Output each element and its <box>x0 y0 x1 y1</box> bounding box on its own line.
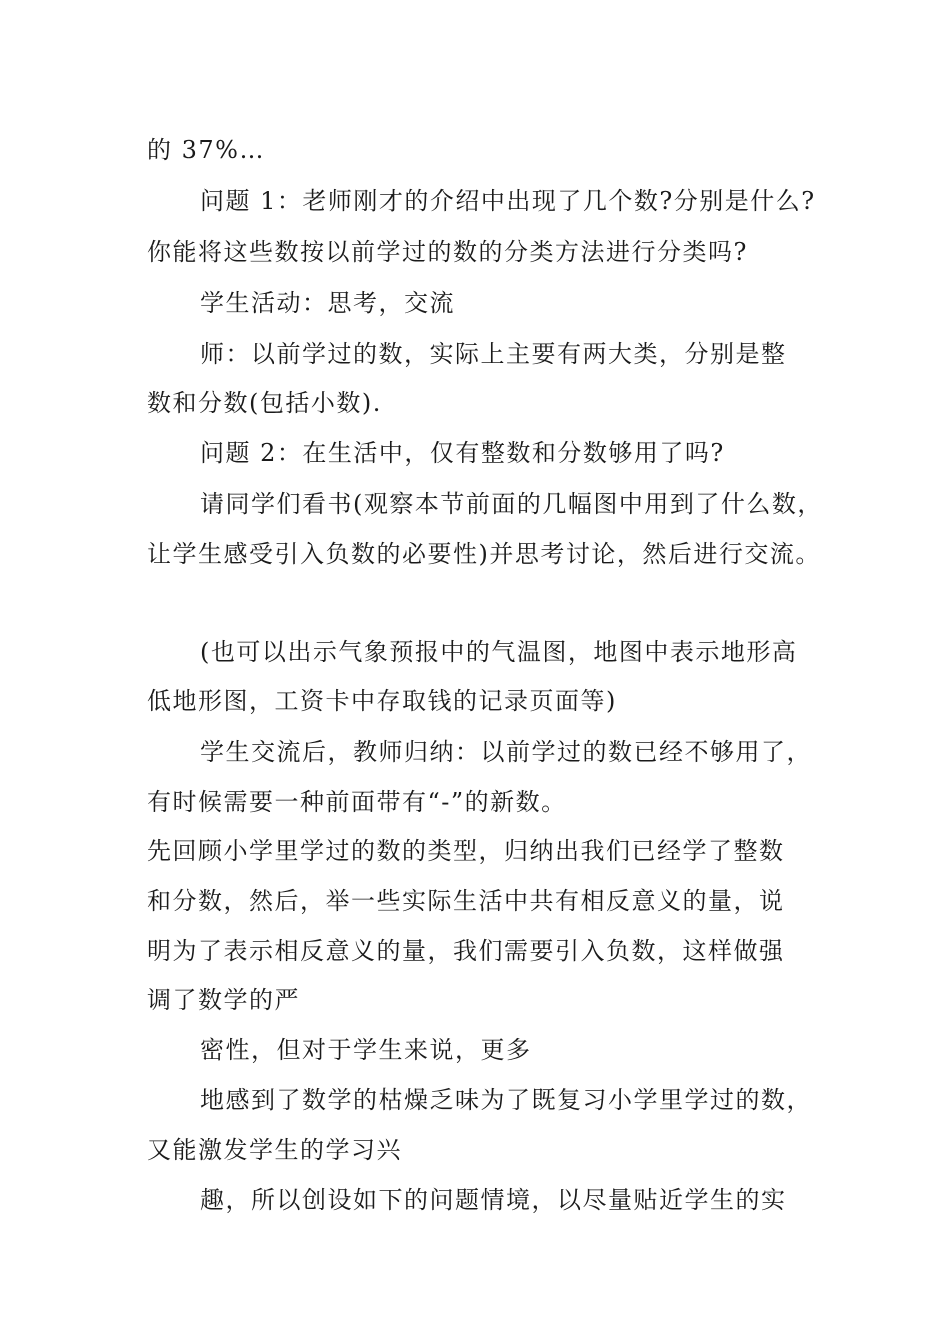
text-line: 学生活动：思考，交流 <box>200 289 455 317</box>
text-line: 学生交流后，教师归纳：以前学过的数已经不够用了， <box>200 738 812 766</box>
text-line: 的 37%… <box>147 136 265 164</box>
text-line: 有时候需要一种前面带有“-”的新数。 <box>147 788 567 816</box>
text-line: 师：以前学过的数，实际上主要有两大类，分别是整 <box>200 340 787 368</box>
text-line: 让学生感受引入负数的必要性)并思考讨论，然后进行交流。 <box>147 540 821 568</box>
text-line: 趣，所以创设如下的问题情境，以尽量贴近学生的实 <box>200 1186 787 1214</box>
text-line: 数和分数(包括小数). <box>147 389 382 417</box>
text-line: 密性，但对于学生来说，更多 <box>200 1036 532 1064</box>
text-line: 请同学们看书(观察本节前面的几幅图中用到了什么数， <box>200 490 823 518</box>
text-line: 你能将这些数按以前学过的数的分类方法进行分类吗? <box>147 238 748 266</box>
text-line: 又能激发学生的学习兴 <box>147 1136 402 1164</box>
text-line: 问题 2：在生活中，仅有整数和分数够用了吗? <box>200 439 725 467</box>
text-line: 和分数，然后，举一些实际生活中共有相反意义的量，说 <box>147 887 785 915</box>
text-line: 明为了表示相反意义的量，我们需要引入负数，这样做强 <box>147 937 785 965</box>
text-line: 地感到了数学的枯燥乏味为了既复习小学里学过的数， <box>200 1086 812 1114</box>
text-line: 先回顾小学里学过的数的类型，归纳出我们已经学了整数 <box>147 837 785 865</box>
text-line: 调了数学的严 <box>147 986 300 1014</box>
text-line: 问题 1：老师刚才的介绍中出现了几个数?分别是什么? <box>200 187 816 215</box>
text-line: 低地形图，工资卡中存取钱的记录页面等) <box>147 687 617 715</box>
text-line: (也可以出示气象预报中的气温图，地图中表示地形高 <box>200 638 798 666</box>
